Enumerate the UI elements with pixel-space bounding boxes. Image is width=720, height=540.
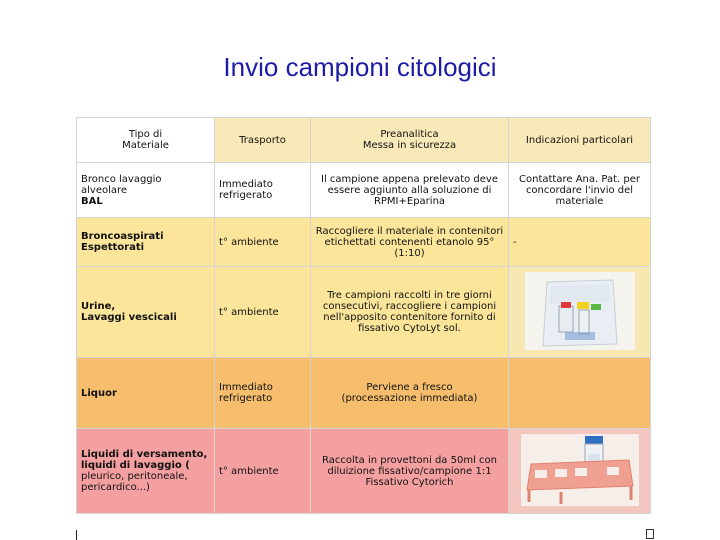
header-type: Tipo di Materiale	[77, 118, 215, 163]
notes-dash: -	[513, 236, 517, 248]
test-tube-rack-photo	[521, 434, 639, 506]
type-main: Liquidi di versamento, liquidi di lavaggio (	[81, 449, 208, 471]
type-main: Broncoaspirati	[81, 231, 164, 242]
cell-transport: t° ambiente	[215, 267, 311, 358]
type-main: Bronco lavaggio alveolare	[81, 173, 162, 196]
header-transport: Trasporto	[215, 118, 311, 163]
cell-preanalytic: Tre campioni raccolti in tre giorni consecutivi, raccogliere i campioni nell'apposito contenitore fornito di fissativo CytoLyt sol.	[311, 267, 509, 358]
table-row	[77, 163, 651, 218]
type-main: Urine,	[81, 301, 116, 312]
table-row	[77, 429, 651, 514]
cell-type: Liquor	[77, 358, 215, 429]
cell-preanalytic: Raccogliere il materiale in contenitori etichettati contenenti etanolo 95° (1:10)	[311, 218, 509, 267]
cell-preanalytic: Perviene a fresco (processazione immediata)	[311, 358, 509, 429]
cell-notes	[509, 218, 651, 267]
cell-photo	[509, 429, 651, 514]
header-notes: Indicazioni particolari	[509, 118, 651, 163]
cell-transport: Immediato refrigerato	[215, 358, 311, 429]
type-sub: Lavaggi vescicali	[81, 312, 177, 323]
cell-notes: Contattare Ana. Pat. per concordare l'invio del materiale	[509, 163, 651, 218]
cell-type	[77, 267, 215, 358]
urine-container-photo	[525, 272, 635, 350]
cell-preanalytic: Il campione appena prelevato deve essere aggiunto alla soluzione di RPMI+Eparina	[311, 163, 509, 218]
cell-preanalytic: Raccolta in provettoni da 50ml con diluizione fissativo/campione 1:1 Fissativo Cytorich	[311, 429, 509, 514]
cell-notes	[509, 358, 651, 429]
type-sub: pleurico, peritoneale, pericardico...)	[81, 471, 188, 493]
table-row	[77, 358, 651, 429]
cell-type	[77, 429, 215, 514]
cell-type	[77, 218, 215, 267]
left-border-line	[76, 530, 77, 540]
cell-transport: Immediato refrigerato	[215, 163, 311, 218]
cell-transport: t° ambiente	[215, 218, 311, 267]
corner-marker	[646, 529, 654, 539]
table-row	[77, 267, 651, 358]
cell-type	[77, 163, 215, 218]
cell-transport: t° ambiente	[215, 429, 311, 514]
specimen-table	[76, 117, 651, 514]
type-sub: BAL	[81, 195, 103, 207]
header-preanalytic: Preanalitica Messa in sicurezza	[311, 118, 509, 163]
slide-title: Invio campioni citologici	[223, 52, 497, 82]
table-row	[77, 218, 651, 267]
cell-photo	[509, 267, 651, 358]
type-sub: Espettorati	[81, 242, 145, 253]
table-header-row	[77, 118, 651, 163]
